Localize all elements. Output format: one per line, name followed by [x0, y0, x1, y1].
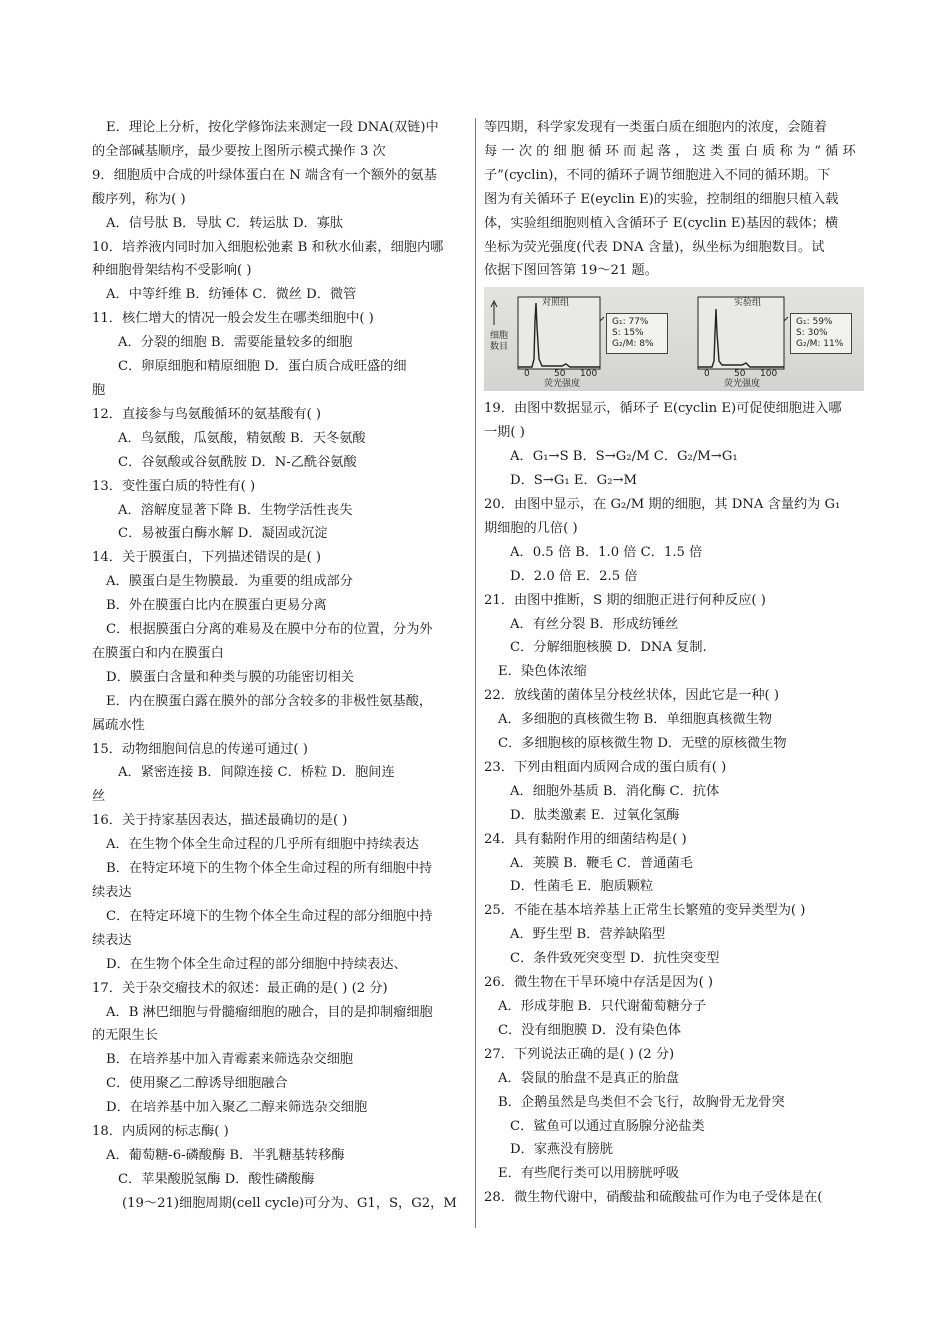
- text-line: 期细胞的几倍( ): [484, 520, 578, 536]
- text-line: 22．放线菌的菌体呈分枝丝状体，因此它是一种( ): [484, 688, 780, 704]
- cyclin-flow-cytometry-figure: [484, 287, 864, 391]
- experiment-tick-100: 100: [760, 369, 778, 380]
- text-line: A．G₁→S B．S→G₂/M C．G₂/M→G₁: [510, 449, 738, 465]
- text-line: 坐标为荧光强度(代表 DNA 含量)，纵坐标为细胞数目。试: [484, 239, 825, 255]
- text-line: C．使用聚乙二醇诱导细胞融合: [106, 1076, 288, 1092]
- text-line: A．有丝分裂 B．形成纺锤丝: [510, 616, 679, 632]
- text-line: 14．关于膜蛋白，下列描述错误的是( ): [92, 550, 322, 566]
- text-line: 的全部碱基顺序，最少要按上图所示模式操作 3 次: [92, 143, 386, 159]
- text-line: 续表达: [92, 932, 132, 948]
- text-line: C．在特定环境下的生物个体全生命过程的部分细胞中持: [106, 908, 433, 924]
- text-line: A．溶解度显著下降 B．生物学活性丧失: [118, 502, 353, 518]
- text-line: D．肽类激素 E．过氧化氢酶: [510, 807, 680, 823]
- left-column: [92, 116, 468, 1216]
- text-line: D．家燕没有膀胱: [510, 1142, 613, 1158]
- text-line: A．B 淋巴细胞与骨髓瘤细胞的融合，目的是抑制瘤细胞: [106, 1004, 433, 1020]
- control-legend-g2m: G₂/M: 8%: [612, 339, 654, 350]
- experiment-tick-50: 50: [734, 369, 746, 380]
- experiment-legend-s: S: 30%: [796, 328, 828, 339]
- text-line: 丝: [92, 789, 106, 805]
- experiment-x-axis-label: 荧光强度: [724, 379, 761, 390]
- text-line: 酸序列，称为( ): [92, 191, 186, 207]
- cyclin-intro-text: [484, 116, 860, 283]
- text-line: C．卵原细胞和精原细胞 D．蛋白质合成旺盛的细: [118, 359, 407, 375]
- text-line: C．鲨鱼可以通过直肠腺分泌盐类: [510, 1118, 705, 1134]
- text-line: 胞: [92, 382, 106, 398]
- text-line: 10．培养液内同时加入细胞松弛素 B 和秋水仙素，细胞内哪: [92, 239, 444, 255]
- control-legend-s: S: 15%: [612, 328, 644, 339]
- text-line: 28．微生物代谢中，硝酸盐和硫酸盐可作为电子受体是在(: [484, 1190, 823, 1206]
- text-line: D．在培养基中加入聚乙二醇来筛选杂交细胞: [106, 1100, 368, 1116]
- text-line: 一期( ): [484, 425, 525, 441]
- experiment-title: 实验组: [734, 298, 762, 309]
- text-line: A．袋鼠的胎盘不是真正的胎盘: [498, 1070, 679, 1086]
- text-line: D．膜蛋白含量和种类与膜的功能密切相关: [106, 669, 354, 685]
- control-tick-100: 100: [580, 369, 598, 380]
- text-line: 21．由图中推断，S 期的细胞正进行何种反应( ): [484, 592, 766, 608]
- text-line: 11．核仁增大的情况一般会发生在哪类细胞中( ): [92, 311, 374, 327]
- text-line: 图为有关循环子 E(eyclin E)的实验，控制组的细胞只植入载: [484, 191, 839, 207]
- text-line: A．0.5 倍 B．1.0 倍 C．1.5 倍: [510, 544, 703, 560]
- control-legend: [606, 313, 668, 354]
- text-line: 19．由图中数据显示，循环子 E(cyclin E)可促使细胞进入哪: [484, 401, 842, 417]
- text-line: A．野生型 B．营养缺陷型: [510, 927, 666, 943]
- control-tick-50: 50: [554, 369, 566, 380]
- text-line: A．膜蛋白是生物膜最．为重要的组成部分: [106, 574, 353, 590]
- text-line: 13．变性蛋白质的特性有( ): [92, 478, 256, 494]
- control-x-axis-label: 荧光强度: [544, 379, 581, 390]
- text-line: (19～21)细胞周期(cell cycle)可分为、G1，S，G2，M: [122, 1195, 457, 1211]
- text-line: C．谷氨酸或谷氨酰胺 D．N-乙酰谷氨酸: [118, 454, 357, 470]
- questions-19-28: [484, 397, 860, 1210]
- text-line: 依据下图回答第 19～21 题。: [484, 263, 658, 279]
- text-line: 12．直接参与鸟氨酸循环的氨基酸有( ): [92, 406, 322, 422]
- text-line: D．性菌毛 E．胞质颗粒: [510, 879, 654, 895]
- control-legend-g1: G₁: 77%: [612, 317, 649, 328]
- text-line: 属疏水性: [92, 717, 145, 733]
- text-line: 9．细胞质中合成的叶绿体蛋白在 N 端含有一个额外的氨基: [92, 167, 437, 183]
- text-line: D．2.0 倍 E．2.5 倍: [510, 568, 638, 584]
- text-line: C．分解细胞核膜 D．DNA 复制.: [510, 640, 707, 656]
- text-line: 27．下列说法正确的是( ) (2 分): [484, 1046, 675, 1062]
- text-line: 每 一 次 的 细 胞 循 环 而 起 落 ， 这 类 蛋 白 质 称 为 “ 循 环: [484, 143, 856, 159]
- text-line: A．多细胞的真核微生物 B．单细胞真核微生物: [498, 712, 772, 728]
- text-line: A．信号肽 B．导肽 C．转运肽 D．寡肽: [106, 215, 344, 231]
- text-line: A．在生物个体全生命过程的几乎所有细胞中持续表达: [106, 837, 419, 853]
- text-line: 20．由图中显示，在 G₂/M 期的细胞，其 DNA 含量约为 G₁: [484, 496, 841, 512]
- text-line: E．有些爬行类可以用膀胱呼吸: [498, 1166, 680, 1182]
- text-line: 26．微生物在干旱环境中存活是因为( ): [484, 975, 714, 991]
- y-axis-label: 细胞 数目: [490, 331, 509, 353]
- text-line: A．细胞外基质 B．消化酶 C．抗体: [510, 783, 720, 799]
- text-line: 15．动物细胞间信息的传递可通过( ): [92, 741, 308, 757]
- text-line: A．分裂的细胞 B．需要能量较多的细胞: [118, 335, 353, 351]
- text-line: C．多细胞核的原核微生物 D．无壁的原核微生物: [498, 736, 787, 752]
- text-line: E．内在膜蛋白露在膜外的部分含较多的非极性氨基酸，: [106, 693, 433, 709]
- experiment-legend-g1: G₁: 59%: [796, 317, 833, 328]
- text-line: E．理论上分析，按化学修饰法来测定一段 DNA(双链)中: [106, 120, 439, 135]
- text-line: 在膜蛋白和内在膜蛋白: [92, 645, 224, 661]
- experiment-legend-g2m: G₂/M: 11%: [796, 339, 844, 350]
- text-line: 18．内质网的标志酶( ): [92, 1124, 229, 1140]
- text-line: B．外在膜蛋白比内在膜蛋白更易分离: [106, 598, 327, 614]
- text-line: 续表达: [92, 885, 132, 900]
- right-column: [484, 116, 860, 1210]
- text-line: 25．不能在基本培养基上正常生长繁殖的变异类型为( ): [484, 903, 806, 919]
- text-line: 24．具有黏附作用的细菌结构是( ): [484, 831, 687, 847]
- text-line: 16．关于持家基因表达，描述最确切的是( ): [92, 813, 348, 829]
- text-line: 等四期，科学家发现有一类蛋白质在细胞内的浓度，会随着: [484, 120, 827, 135]
- control-tick-0: 0: [524, 369, 530, 380]
- text-line: C．易被蛋白酶水解 D．凝固或沉淀: [118, 526, 328, 542]
- text-line: A．荚膜 B．鞭毛 C．普通菌毛: [510, 855, 693, 871]
- text-line: A．鸟氨酸，瓜氨酸，精氨酸 B．天冬氨酸: [118, 430, 366, 446]
- text-line: A．葡萄糖-6-磷酸酶 B．半乳糖基转移酶: [106, 1147, 345, 1163]
- text-line: 的无限生长: [92, 1028, 158, 1044]
- text-line: A．形成芽胞 B．只代谢葡萄糖分子: [498, 999, 707, 1014]
- text-line: 子”(cyclin)，不同的循环子调节细胞进入不同的循环期。下: [484, 167, 831, 183]
- text-line: C．苹果酸脱氢酶 D．酸性磷酸酶: [118, 1171, 315, 1187]
- text-line: C．没有细胞膜 D．没有染色体: [498, 1022, 682, 1038]
- text-line: D．S→G₁ E．G₂→M: [510, 473, 638, 489]
- column-divider: [475, 118, 476, 1228]
- text-line: B．在培养基中加入青霉素来筛选杂交细胞: [106, 1052, 354, 1068]
- text-line: D．在生物个体全生命过程的部分细胞中持续表达、: [106, 956, 407, 972]
- text-line: C．根据膜蛋白分离的难易及在膜中分布的位置，分为外: [106, 622, 433, 638]
- text-line: 17．关于杂交瘤技术的叙述：最正确的是( ) (2 分): [92, 980, 388, 996]
- text-line: B．在特定环境下的生物个体全生命过程的所有细胞中持: [106, 861, 433, 877]
- text-line: A．紧密连接 B．间隙连接 C．桥粒 D．胞间连: [118, 765, 395, 781]
- text-line: A．中等纤维 B．纺锤体 C．微丝 D．微管: [106, 287, 357, 303]
- text-line: 体，实验组细胞则植入含循环子 E(cyclin E)基因的载体；横: [484, 215, 839, 231]
- text-line: C．条件致死突变型 D．抗性突变型: [510, 951, 720, 967]
- experiment-tick-0: 0: [704, 369, 710, 380]
- text-line: E．染色体浓缩: [498, 664, 587, 680]
- text-line: 种细胞骨架结构不受影响( ): [92, 263, 252, 279]
- control-title: 对照组: [542, 298, 570, 309]
- text-line: 23．下列由粗面内质网合成的蛋白质有( ): [484, 759, 727, 775]
- experiment-legend: [790, 313, 852, 354]
- text-line: B．企鹅虽然是鸟类但不会飞行，故胸骨无龙骨突: [498, 1094, 785, 1110]
